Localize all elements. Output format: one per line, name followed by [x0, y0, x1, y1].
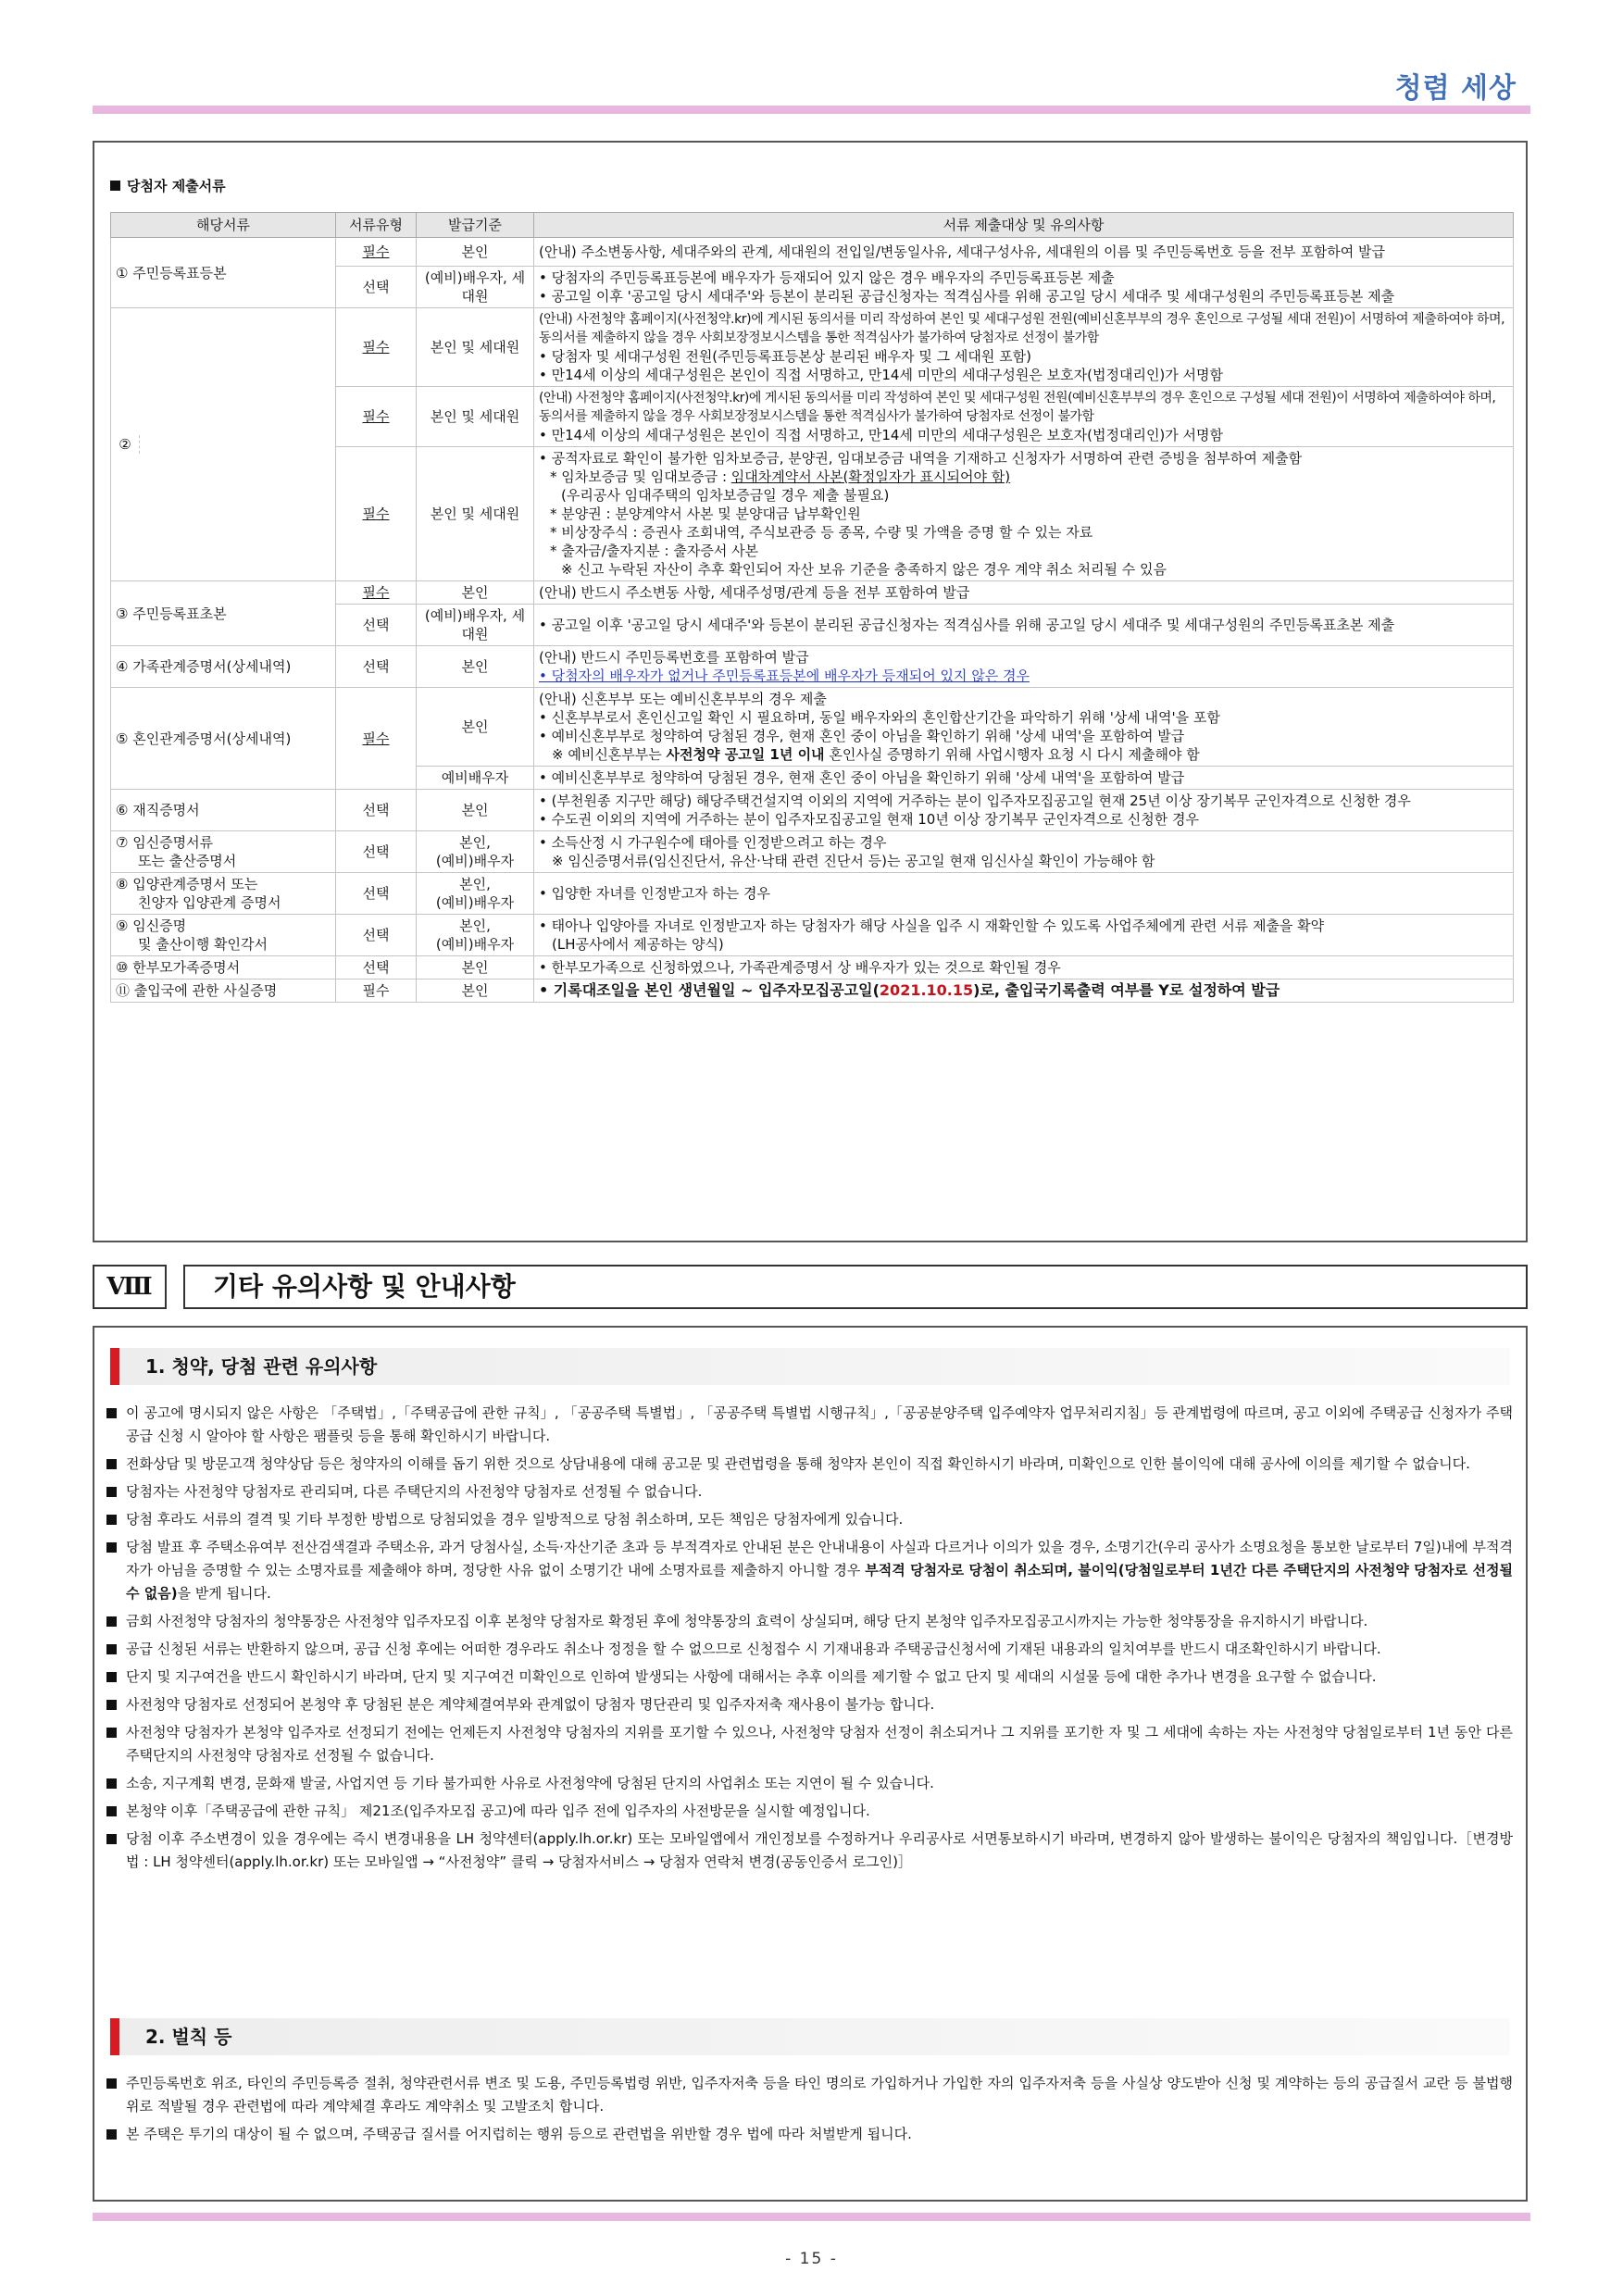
list-item: 사전청약 당첨자가 본청약 입주자로 선정되기 전에는 언제든지 사전청약 당첨자의 지위를 포기할 수 있으나, 사전청약 당첨자 선정이 취소되거나 그 지위를 포기한 자 및 그 세대에 속하는 자는 사전청약 당첨일로부터 1년 동안 다른 주택단지의 사전청약 당첨자로 선정될 수 없습니다. — [104, 1721, 1513, 1767]
table-row — [111, 831, 1514, 873]
doc-desc: • (부천원종 지구만 해당) 해당주택건설지역 이외의 지역에 거주하는 분이 입주자모집공고일 현재 25년 이상 장기복무 군인자격으로 신청한 경우 • 수도권 이외의 지역에 거주하는 분이 입주자모집공고일 현재 10년 이상 장기복무 군인자격으로 신청한 경우 — [534, 790, 1514, 831]
doc-basis: 본인, (예비)배우자 — [417, 915, 534, 956]
list-item: 소송, 지구계획 변경, 문화재 발굴, 사업지연 등 기타 불가피한 사유로 사전청약에 당첨된 단지의 사업취소 또는 지연이 될 수 있습니다. — [104, 1772, 1513, 1795]
group-number: ② — [111, 435, 140, 454]
list-item: 이 공고에 명시되지 않은 사항은 「주택법」,「주택공급에 관한 규칙」, 「공공주택 특별법」, 「공공주택 특별법 시행규칙」,「공공분양주택 입주예약자 업무처리지침」등 관계법령에 따르며, 공고 이외에 주택공급 신청자가 주택공급 신청 시 알아야 할 사항은 팸플릿 등을 통해 확인하시기 바랍니다. — [104, 1402, 1513, 1448]
doc-basis: 본인, (예비)배우자 — [417, 831, 534, 873]
doc-desc: • 소득산정 시 가구원수에 태아를 인정받으려고 하는 경우 ※ 임신증명서류(임신진단서, 유산·낙태 관련 진단서 등)는 공고일 현재 임신사실 확인이 가능해야 함 — [534, 831, 1514, 873]
list-item: 공급 신청된 서류는 반환하지 않으며, 공급 신청 후에는 어떠한 경우라도 취소나 정정을 할 수 없으므로 신청접수 시 기재내용과 주택공급신청서에 기재된 내용과의 일치여부를 반드시 대조확인하시기 바랍니다. — [104, 1638, 1513, 1661]
doc-type: 선택 — [336, 956, 417, 980]
doc-type: 필수 — [336, 387, 417, 447]
doc-basis: 본인, (예비)배우자 — [417, 873, 534, 915]
doc-type: 선택 — [336, 605, 417, 646]
table-row — [111, 581, 1514, 605]
col-header: 해당서류 — [111, 213, 336, 238]
doc-name: ⑩ 한부모가족증명서 — [111, 956, 336, 980]
doc-desc: • 예비신혼부부로 청약하여 당첨된 경우, 현재 혼인 중이 아님을 확인하기 위해 '상세 내역'을 포함하여 발급 — [534, 767, 1514, 790]
doc-basis: 본인 및 세대원 — [417, 387, 534, 447]
list-item: 단지 및 지구여건을 반드시 확인하시기 바라며, 단지 및 지구여건 미확인으로 인하여 발생되는 사항에 대해서는 추후 이의를 제기할 수 없고 단지 및 세대의 시설물 등에 대한 추가나 변경을 요구할 수 없습니다. — [104, 1666, 1513, 1689]
subsection-title: 2. 벌칙 등 — [145, 2026, 232, 2048]
doc-type: 필수 — [336, 980, 417, 1003]
table-row — [111, 915, 1514, 956]
list-item: 본청약 이후「주택공급에 관한 규칙」 제21조(입주자모집 공고)에 따라 입주 전에 입주자의 사전방문을 실시할 예정입니다. — [104, 1800, 1513, 1823]
logo-text: 청렴 세상 — [1394, 72, 1517, 105]
notes-box — [93, 1326, 1528, 2202]
chapter-title: 기타 유의사항 및 안내사항 — [183, 1265, 1528, 1309]
table-row — [111, 956, 1514, 980]
list-item: 당첨 이후 주소변경이 있을 경우에는 즉시 변경내용을 LH 청약센터(apply.lh.or.kr) 또는 모바일앱에서 개인정보를 수정하거나 우리공사로 서면통보하시기 바라며, 변경하지 않아 발생하는 불이익은 당첨자의 책임입니다.［변경방법 : LH 청약센터(apply.lh.or.kr) 또는 모바일앱 → “사전청약” 클릭 → 당첨자서비스 → 당첨자 연락처 변경(공동인증서 로그인)］ — [104, 1828, 1513, 1874]
section-title: 당첨자 제출서류 — [127, 178, 226, 194]
notes-list-2 — [104, 2072, 1513, 2151]
doc-desc: • 입양한 자녀를 인정받고자 하는 경우 — [534, 873, 1514, 915]
doc-name: ⑤ 혼인관계증명서(상세내역) — [111, 688, 336, 790]
doc-name: ① 주민등록표등본 — [111, 238, 336, 308]
list-item: 당첨 후라도 서류의 결격 및 기타 부정한 방법으로 당첨되었을 경우 일방적으로 당첨 취소하며, 모든 책임은 당첨자에게 있습니다. — [104, 1508, 1513, 1531]
doc-basis: 본인 — [417, 238, 534, 267]
doc-desc: (안내) 주소변동사항, 세대주와의 관계, 세대원의 전입일/변동일사유, 세대구성사유, 세대원의 이름 및 주민등록번호 등을 전부 포함하여 발급 — [534, 238, 1514, 267]
doc-basis: (예비)배우자, 세대원 — [417, 267, 534, 308]
col-header: 서류 제출대상 및 유의사항 — [534, 213, 1514, 238]
chapter-number: Ⅷ — [93, 1265, 167, 1309]
doc-basis: 본인 — [417, 790, 534, 831]
doc-basis: 본인 및 세대원 — [417, 447, 534, 581]
doc-desc: • 한부모가족으로 신청하였으나, 가족관계증명서 상 배우자가 있는 것으로 확인될 경우 — [534, 956, 1514, 980]
doc-desc: (안내) 사전청약 홈페이지(사전청약.kr)에 게시된 동의서를 미리 작성하여 본인 및 세대구성원 전원(예비신혼부부의 경우 혼인으로 구성될 세대 전원)이 서명하여 제출하여야 하며, 동의서를 제출하지 않을 경우 사회보장정보시스템을 통한 적격심사가 불가하여 당첨자로 선정이 불가함 • 당첨자 및 세대구성원 전원(주민등록표등본상 분리된 배우자 및 그 세대원 포함) • 만14세 이상의 세대구성원은 본인이 직접 서명하고, 만14세 미만의 세대구성원은 보호자(법정대리인)가 서명함 — [534, 308, 1514, 387]
list-item: 전화상담 및 방문고객 청약상담 등은 청약자의 이해를 돕기 위한 것으로 상담내용에 대해 공고문 및 관련법령을 통해 청약자 본인이 직접 확인하시기 바라며, 미확인으로 인한 불이익에 대해 공사에 이의를 제기할 수 없습니다. — [104, 1453, 1513, 1476]
table-row — [111, 790, 1514, 831]
highlighted-note: • 당첨자의 배우자가 없거나 주민등록표등본에 배우자가 등재되어 있지 않은 경우 — [539, 668, 1030, 684]
doc-basis: 본인 — [417, 646, 534, 688]
list-item: 당첨자는 사전청약 당첨자로 관리되며, 다른 주택단지의 사전청약 당첨자로 선정될 수 없습니다. — [104, 1480, 1513, 1504]
doc-type: 선택 — [336, 267, 417, 308]
doc-type: 선택 — [336, 831, 417, 873]
page-number: - 15 - — [785, 2250, 838, 2268]
col-header: 서류유형 — [336, 213, 417, 238]
documents-table — [110, 212, 1514, 1003]
doc-type: 선택 — [336, 790, 417, 831]
notes-list-1 — [104, 1402, 1513, 1878]
table-row — [111, 238, 1514, 267]
chapter-heading — [93, 1265, 1528, 1309]
doc-basis: 본인 — [417, 956, 534, 980]
subsection-heading — [110, 1348, 1510, 1385]
doc-name: ⑪ 출입국에 관한 사실증명 — [111, 980, 336, 1003]
list-item: 주민등록번호 위조, 타인의 주민등록증 절취, 청약관련서류 변조 및 도용, 주민등록법령 위반, 입주자저축 등을 타인 명의로 가입하거나 가입한 자의 입주자저축 등을 사실상 양도받아 신청 및 계약하는 등의 공급질서 교란 등 불법행위로 적발될 경우 관련법에 따라 계약체결 후라도 계약취소 및 고발조치 합니다. — [104, 2072, 1513, 2118]
red-marker-icon — [110, 2018, 119, 2055]
doc-type: 선택 — [336, 873, 417, 915]
doc-desc: • 공고일 이후 '공고일 당시 세대주'와 등본이 분리된 공급신청자는 적격심사를 위해 공고일 당시 세대주 및 세대구성원의 주민등록표초본 제출 — [534, 605, 1514, 646]
doc-name: ⑦ 임신증명서류 또는 출산증명서 — [111, 831, 336, 873]
list-item: 금회 사전청약 당첨자의 청약통장은 사전청약 입주자모집 이후 본청약 당첨자로 확정된 후에 청약통장의 효력이 상실되며, 해당 단지 본청약 입주자모집공고시까지는 가능한 청약통장을 유지하시기 바랍니다. — [104, 1610, 1513, 1633]
table-row — [111, 688, 1514, 767]
doc-name: ⑧ 입양관계증명서 또는 친양자 입양관계 증명서 — [111, 873, 336, 915]
col-header: 발급기준 — [417, 213, 534, 238]
doc-type: 필수 — [336, 688, 417, 790]
doc-desc: (안내) 반드시 주소변동 사항, 세대주성명/관계 등을 전부 포함하여 발급 — [534, 581, 1514, 605]
red-marker-icon — [110, 1348, 119, 1385]
winner-docs-box — [93, 141, 1528, 1242]
table-header-row — [111, 213, 1514, 238]
doc-desc: • 기록대조일을 본인 생년월일 ~ 입주자모집공고일(2021.10.15)로, 출입국기록출력 여부를 Y로 설정하여 발급 — [534, 980, 1514, 1003]
list-item: 사전청약 당첨자로 선정되어 본청약 후 당첨된 분은 계약체결여부와 관계없이 당첨자 명단관리 및 입주자저축 재사용이 불가능 합니다. — [104, 1693, 1513, 1716]
table-row — [111, 873, 1514, 915]
subsection-heading — [110, 2018, 1510, 2055]
doc-basis: 본인 — [417, 581, 534, 605]
list-item: 본 주택은 투기의 대상이 될 수 없으며, 주택공급 질서를 어지럽히는 행위 등으로 관련법을 위반할 경우 법에 따라 처벌받게 됩니다. — [104, 2123, 1513, 2146]
table-row — [111, 980, 1514, 1003]
doc-type: 필수 — [336, 447, 417, 581]
table-row — [111, 308, 1514, 387]
doc-basis: 예비배우자 — [417, 767, 534, 790]
doc-name: ⑨ 임신증명 및 출산이행 확인각서 — [111, 915, 336, 956]
doc-desc: • 공적자료로 확인이 불가한 임차보증금, 분양권, 임대보증금 내역을 기재하고 신청자가 서명하여 관련 증빙을 첨부하여 제출함 * 임차보증금 및 임대보증금 : 임대차계약서 사본(확정일자가 표시되어야 함) (우리공사 임대주택의 임차보증금일 경우 제출 불필요) * 분양권 : 분양계약서 사본 및 분양대금 납부확인원 * 비상장주식 : 증권사 조회내역, 주식보관증 등 종목, 수량 및 가액을 증명 할 수 있는 자료 * 출자금/출자지분 : 출자증서 사본 ※ 신고 누락된 자산이 추후 확인되어 자산 보유 기준을 충족하지 않은 경우 계약 취소 처리될 수 있음 — [534, 447, 1514, 581]
section-heading — [110, 176, 226, 195]
subsection-title: 1. 청약, 당첨 관련 유의사항 — [145, 1355, 378, 1378]
doc-type: 필수 — [336, 238, 417, 267]
doc-desc: (안내) 반드시 주민등록번호를 포함하여 발급 • 당첨자의 배우자가 없거나 주민등록표등본에 배우자가 등재되어 있지 않은 경우 — [534, 646, 1514, 688]
top-accent-bar — [93, 106, 1530, 114]
doc-name: ③ 주민등록표초본 — [111, 581, 336, 646]
doc-type: 선택 — [336, 915, 417, 956]
doc-basis: 본인 및 세대원 — [417, 308, 534, 387]
doc-basis: 본인 — [417, 688, 534, 767]
doc-type: 필수 — [336, 308, 417, 387]
doc-basis: 본인 — [417, 980, 534, 1003]
doc-name: ④ 가족관계증명서(상세내역) — [111, 646, 336, 688]
doc-desc: (안내) 사전청약 홈페이지(사전청약.kr)에 게시된 동의서를 미리 작성하여 본인 및 세대구성원 전원(예비신혼부부의 경우 혼인으로 구성될 세대 전원)이 서명하여 제출하여야 하며, 동의서를 제출하지 않을 경우 사회보장정보시스템을 통한 적격심사가 불가하여 당첨자로 선정이 불가함 • 만14세 이상의 세대구성원은 본인이 직접 서명하고, 만14세 미만의 세대구성원은 보호자(법정대리인)가 서명함 — [534, 387, 1514, 447]
notice-date: 2021.10.15 — [879, 981, 974, 999]
brand-logo — [1395, 65, 1517, 106]
doc-type: 선택 — [336, 646, 417, 688]
table-row — [111, 646, 1514, 688]
bottom-accent-bar — [93, 2213, 1530, 2221]
doc-basis: (예비)배우자, 세대원 — [417, 605, 534, 646]
doc-desc: (안내) 신혼부부 또는 예비신혼부부의 경우 제출 • 신혼부부로서 혼인신고일 확인 시 필요하며, 동일 배우자와의 혼인합산기간을 파악하기 위해 '상세 내역'을 포함 • 예비신혼부부로 청약하여 당첨된 경우, 현재 혼인 중이 아님을 확인하기 위해 '상세 내역'을 포함하여 발급 ※ 예비신혼부부는 사전청약 공고일 1년 이내 혼인사실 증명하기 위해 사업시행자 요청 시 다시 제출해야 함 — [534, 688, 1514, 767]
doc-name: ⑥ 재직증명서 — [111, 790, 336, 831]
list-item: 당첨 발표 후 주택소유여부 전산검색결과 주택소유, 과거 당첨사실, 소득·자산기준 초과 등 부적격자로 안내된 분은 안내내용이 사실과 다르거나 이의가 있을 경우, 소명기간(우리 공사가 소명요청을 통보한 날로부터 7일)내에 부적격자가 아님을 증명할 수 있는 소명자료를 제출해야 하며, 정당한 사유 없이 소명기간 내에 소명자료를 제출하지 아니할 경우 부적격 당첨자로 당첨이 취소되며, 불이익(당첨일로부터 1년간 다른 주택단지의 사전청약 당첨자로 선정될 수 없음)을 받게 됩니다. — [104, 1536, 1513, 1605]
square-bullet-icon — [110, 181, 120, 191]
doc-desc: • 당첨자의 주민등록표등본에 배우자가 등재되어 있지 않은 경우 배우자의 주민등록표등본 제출 • 공고일 이후 '공고일 당시 세대주'와 등본이 분리된 공급신청자는 적격심사를 위해 공고일 당시 세대주 및 세대구성원의 주민등록표등본 제출 — [534, 267, 1514, 308]
doc-group-2 — [111, 308, 336, 581]
doc-desc: • 태아나 입양아를 자녀로 인정받고자 하는 당첨자가 해당 사실을 입주 시 재확인할 수 있도록 사업주체에게 관련 서류 제출을 확약 (LH공사에서 제공하는 양식) — [534, 915, 1514, 956]
doc-type: 필수 — [336, 581, 417, 605]
